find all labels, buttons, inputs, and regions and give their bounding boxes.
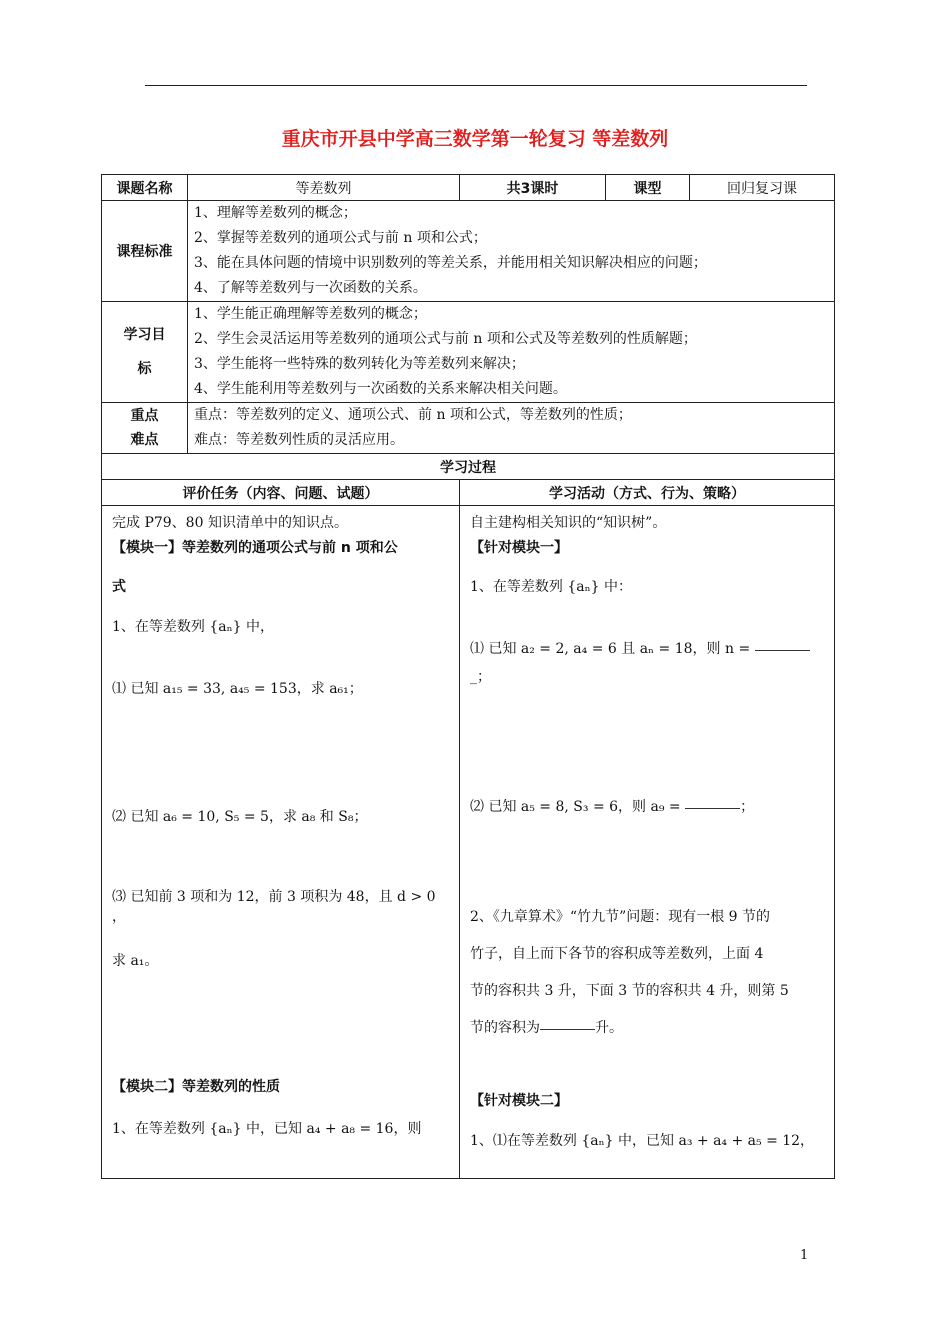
keypoints-label-line2: 难点 — [130, 432, 159, 448]
key-point: 重点：等差数列的定义、通项公式、前 n 项和公式，等差数列的性质； — [194, 407, 632, 423]
goal-item: 3、学生能将一些特殊的数列转化为等差数列来解决； — [194, 356, 525, 372]
right-q2-line4 — [470, 1017, 828, 1037]
standards-list — [188, 201, 835, 302]
row-process-header — [102, 454, 835, 480]
page-number: 1 — [800, 1248, 809, 1263]
right-q1: 1、在等差数列 {aₙ} 中： — [470, 579, 633, 595]
row-course-info — [102, 175, 835, 201]
row-goals — [102, 302, 835, 403]
right-q1-2-text: ⑵ 已知 a₅ = 8, S₃ = 6，则 a₉ = — [470, 799, 681, 815]
keypoints-label-line1: 重点 — [130, 408, 159, 424]
answer-blank — [540, 1017, 595, 1030]
target-module2-heading: 【针对模块二】 — [470, 1093, 568, 1109]
left-q1-2: ⑵ 已知 a₆ = 10, S₅ = 5，求 a₈ 和 S₈； — [112, 809, 368, 825]
keypoints-content — [188, 403, 835, 454]
right-q2-line1: 2、《九章算术》“竹九节”问题：现有一根 9 节的 — [470, 909, 771, 925]
right-q2-line2: 竹子，自上而下各节的容积成等差数列，上面 4 — [470, 946, 764, 962]
goal-item: 2、学生会灵活运用等差数列的通项公式与前 n 项和公式及等差数列的性质解题； — [194, 331, 697, 347]
goals-label — [102, 302, 188, 403]
right-q1-2-end: ； — [740, 799, 755, 815]
course-name-label: 课题名称 — [102, 175, 188, 201]
goal-item: 1、学生能正确理解等差数列的概念； — [194, 306, 427, 322]
standard-item: 3、能在具体问题的情境中识别数列的等差关系，并能用相关知识解决相应的问题； — [194, 255, 707, 271]
page-title: 重庆市开县中学高三数学第一轮复习 等差数列 — [281, 128, 669, 150]
right-m2-q1: 1、⑴在等差数列 {aₙ} 中，已知 a₃ + a₄ + a₅ = 12， — [470, 1133, 815, 1149]
row-content — [102, 506, 835, 1179]
right-q1-1-text: ⑴ 已知 a₂ = 2, a₄ = 6 且 aₙ = 18，则 n = — [470, 641, 751, 657]
right-q2-line4-end: 升。 — [595, 1020, 623, 1036]
course-hours: 共3课时 — [460, 175, 606, 201]
row-standards — [102, 201, 835, 302]
goals-label-line1: 学习目 — [123, 327, 166, 343]
row-keypoints — [102, 403, 835, 454]
goals-label-line2: 标 — [137, 361, 152, 377]
left-q1-1: ⑴ 已知 a₁₅ = 33, a₄₅ = 153，求 a₆₁； — [112, 681, 363, 697]
standards-label: 课程标准 — [102, 201, 188, 302]
left-q1-3-comma: ， — [112, 909, 126, 925]
left-q1: 1、在等差数列 {aₙ} 中， — [112, 619, 275, 635]
standard-item: 1、理解等差数列的概念； — [194, 205, 357, 221]
difficult-point: 难点：等差数列性质的灵活应用。 — [194, 432, 404, 448]
course-type-value: 回归复习课 — [690, 175, 835, 201]
lesson-plan-table — [101, 174, 835, 1179]
standard-item: 2、掌握等差数列的通项公式与前 n 项和公式； — [194, 230, 487, 246]
left-m2-q1: 1、在等差数列 {aₙ} 中，已知 a₄ + a₈ = 16，则 — [112, 1121, 422, 1137]
right-q1-2 — [470, 796, 828, 816]
answer-blank — [755, 638, 810, 651]
left-q1-3: ⑶ 已知前 3 项和为 12，前 3 项积为 48，且 d > 0 — [112, 889, 436, 905]
module1-heading: 【模块一】等差数列的通项公式与前 n 项和公 — [112, 540, 398, 556]
right-column-header: 学习活动（方式、行为、策略） — [460, 480, 835, 506]
goal-item: 4、学生能利用等差数列与一次函数的关系来解决相关问题。 — [194, 381, 567, 397]
row-column-headers — [102, 480, 835, 506]
answer-blank — [685, 796, 740, 809]
module1-heading-cont: 式 — [112, 579, 126, 595]
left-column-header: 评价任务（内容、问题、试题） — [102, 480, 460, 506]
process-header: 学习过程 — [102, 454, 835, 480]
course-topic: 等差数列 — [188, 175, 460, 201]
right-q2-line4-text: 节的容积为 — [470, 1020, 540, 1036]
right-intro: 自主建构相关知识的“知识树”。 — [470, 515, 667, 531]
keypoints-label — [102, 403, 188, 454]
left-q1-3-ask: 求 a₁。 — [112, 953, 159, 969]
right-column — [460, 506, 835, 1179]
right-q1-1 — [470, 638, 828, 658]
right-q1-1-end: _； — [470, 669, 491, 685]
right-q2-line3: 节的容积共 3 升，下面 3 节的容积共 4 升，则第 5 — [470, 983, 789, 999]
target-module1-heading: 【针对模块一】 — [470, 540, 568, 556]
header-rule — [145, 85, 807, 86]
left-intro: 完成 P79、80 知识清单中的知识点。 — [112, 515, 348, 531]
standard-item: 4、了解等差数列与一次函数的关系。 — [194, 280, 427, 296]
module2-heading: 【模块二】等差数列的性质 — [112, 1079, 280, 1095]
left-column — [102, 506, 460, 1179]
goals-list — [188, 302, 835, 403]
course-type-label: 课型 — [606, 175, 690, 201]
